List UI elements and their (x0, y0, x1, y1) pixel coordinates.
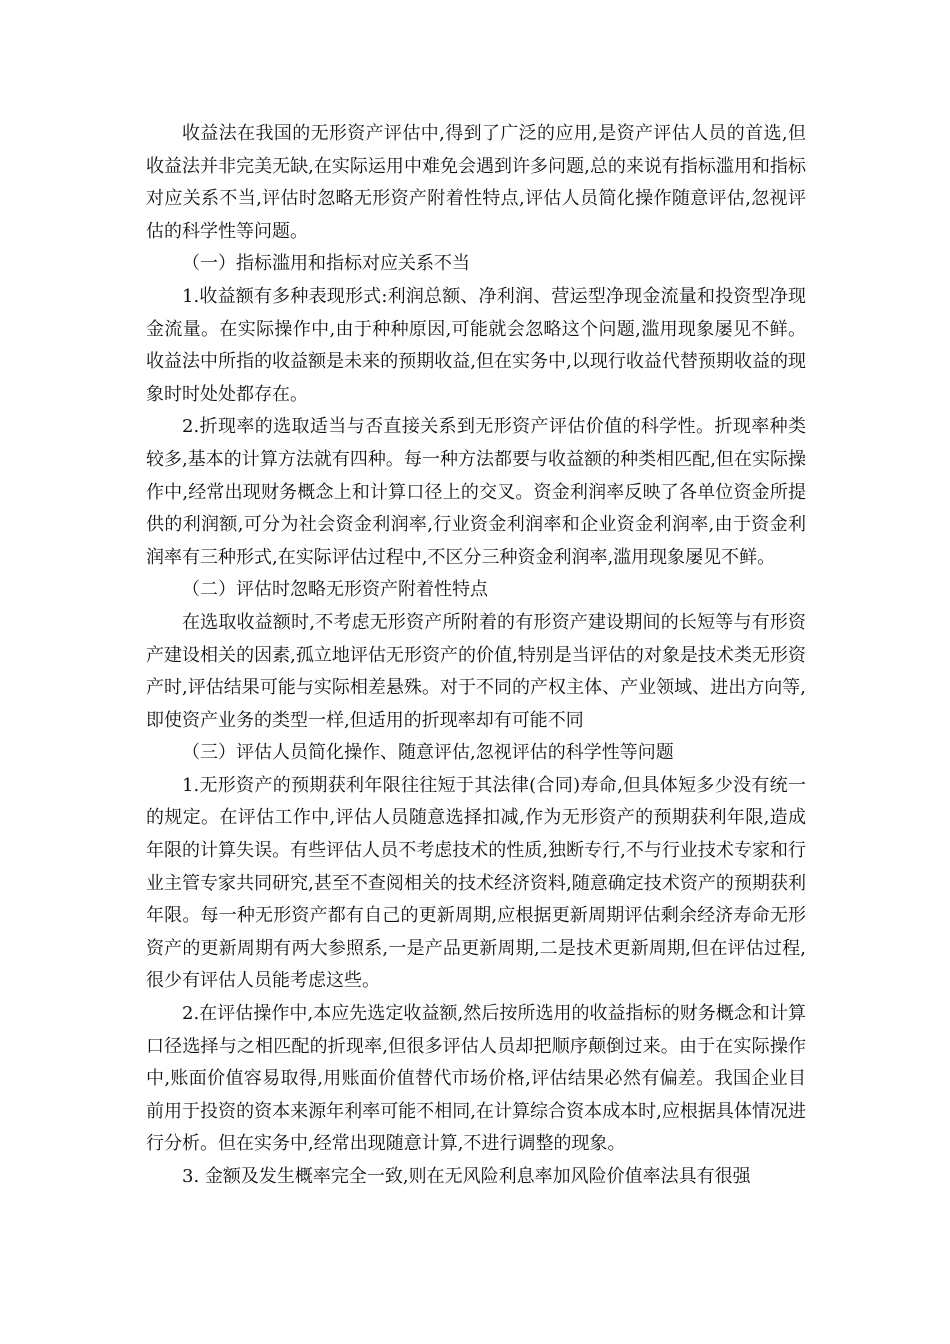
paragraph-2: 在选取收益额时,不考虑无形资产所附着的有形资产建设期间的长短等与有形资产建设相关的因素,孤立地评估无形资产的价值,特别是当评估的对象是技术类无形资产时,评估结果可能与实际相差悬殊。对于不同的产权主体、产业领域、进出方向等,即使资产业务的类型一样,但适用的折现率却有可能不同 (146, 611, 806, 731)
section-heading-2: （二）评估时忽略无形资产附着性特点 (182, 579, 488, 601)
paragraph-1-1: 1.收益额有多种表现形式:利润总额、净利润、营运型净现金流量和投资型净现金流量。在实际操作中,由于种种原因,可能就会忽略这个问题,滥用现象屡见不鲜。收益法中所指的收益额是未来的预期收益,但在实务中,以现行收益代替预期收益的现象时时处处都存在。 (146, 285, 806, 405)
paragraph-3-1: 1.无形资产的预期获利年限往往短于其法律(合同)寿命,但具体短多少没有统一的规定。在评估工作中,评估人员随意选择扣减,作为无形资产的预期获利年限,造成年限的计算失误。有些评估人员不考虑技术的性质,独断专行,不与行业技术专家和行业主管专家共同研究,甚至不查阅相关的技术经济资料,随意确定技术资产的预期获利年限。每一种无形资产都有自己的更新周期,应根据更新周期评估剩余经济寿命无形资产的更新周期有两大参照系,一是产品更新周期,二是技术更新周期,但在评估过程,很少有评估人员能考虑这些。 (146, 774, 806, 992)
paragraph-3-3: 3. 金额及发生概率完全一致,则在无风险利息率加风险价值率法具有很强 (182, 1166, 751, 1187)
section-heading-1: （一）指标滥用和指标对应关系不当 (182, 253, 470, 275)
paragraph-1-2: 2.折现率的选取适当与否直接关系到无形资产评估价值的科学性。折现率种类较多,基本的计算方法就有四种。每一种方法都要与收益额的种类相匹配,但在实际操作中,经常出现财务概念上和计算口径上的交叉。资金利润率反映了各单位资金所提供的利润额,可分为社会资金利润率,行业资金利润率和企业资金利润率,由于资金利润率有三种形式,在实际评估过程中,不区分三种资金利润率,滥用现象屡见不鲜。 (146, 416, 806, 568)
intro-paragraph: 收益法在我国的无形资产评估中,得到了广泛的应用,是资产评估人员的首选,但收益法并非完美无缺,在实际运用中难免会遇到许多问题,总的来说有指标滥用和指标对应关系不当,评估时忽略无形资产附着性特点,评估人员简化操作随意评估,忽视评估的科学性等问题。 (146, 123, 806, 242)
paragraph-3-2: 2.在评估操作中,本应先选定收益额,然后按所选用的收益指标的财务概念和计算口径选择与之相匹配的折现率,但很多评估人员却把顺序颠倒过来。由于在实际操作中,账面价值容易取得,用账面价值替代市场价格,评估结果必然有偏差。我国企业目前用于投资的资本来源年利率可能不相同,在计算综合资本成本时,应根据具体情况进行分析。但在实务中,经常出现随意计算,不进行调整的现象。 (146, 1003, 806, 1155)
document-body (146, 118, 806, 1194)
section-heading-3: （三）评估人员简化操作、随意评估,忽视评估的科学性等问题 (182, 742, 674, 764)
